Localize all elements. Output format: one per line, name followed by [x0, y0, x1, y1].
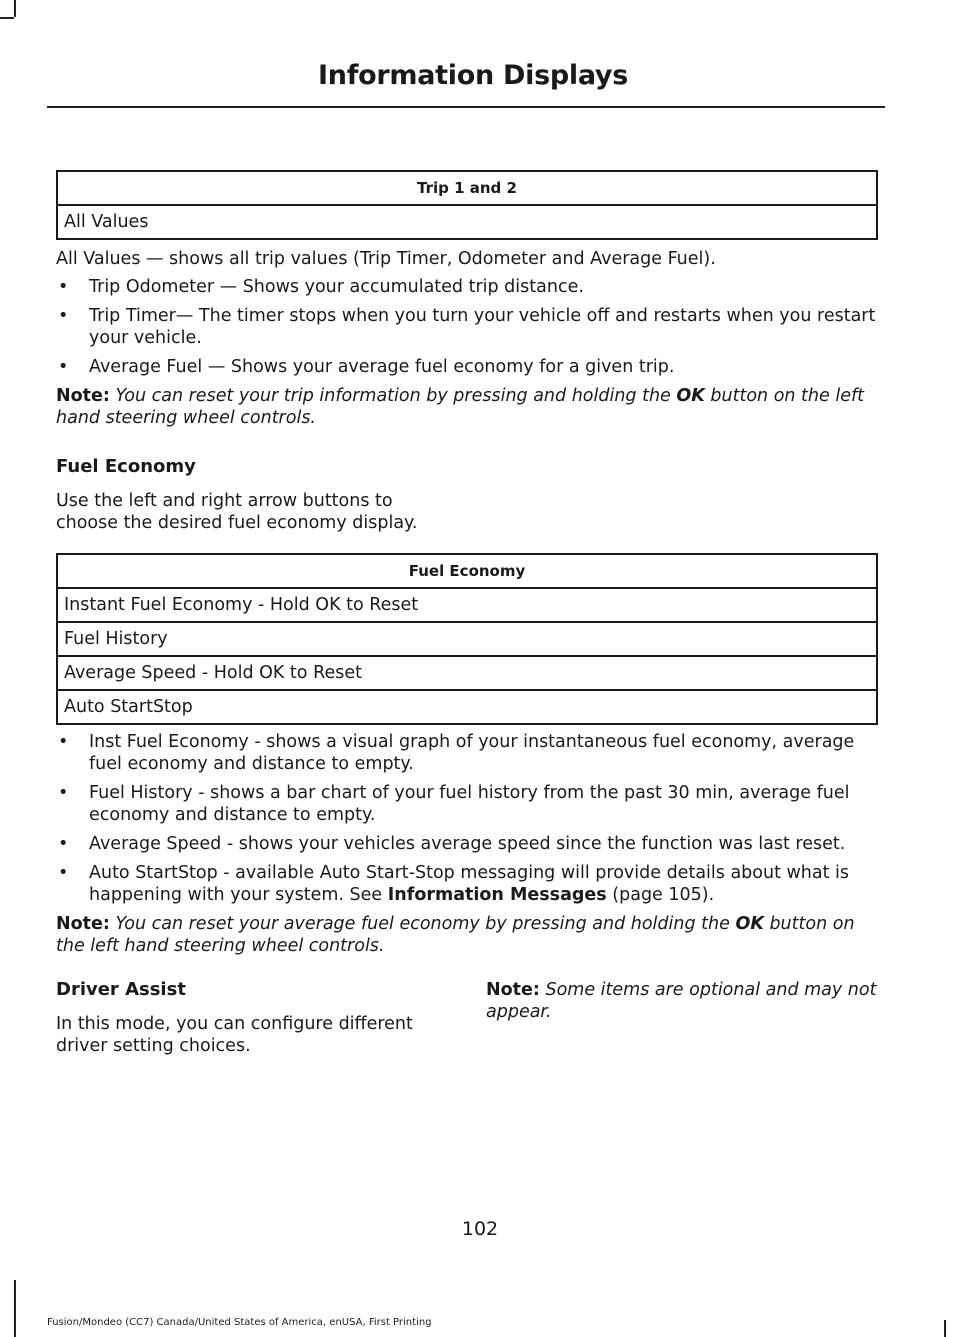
fuel-table-row: Fuel History: [57, 622, 877, 656]
header-rule: [47, 106, 885, 108]
fuel-bullet-list: [56, 731, 879, 906]
ok-button-ref: OK: [676, 386, 705, 406]
trip-table-header: Trip 1 and 2: [57, 171, 877, 205]
fuel-intro: Use the left and right arrow buttons to choose the desired fuel economy display.: [56, 491, 418, 533]
note-fuel-reset: [56, 913, 879, 957]
list-item: • Average Fuel — Shows your average fuel economy for a given trip.: [56, 356, 879, 378]
driver-assist-column: [56, 979, 446, 1057]
note-label: Note:: [56, 386, 110, 406]
footer-text: Fusion/Mondeo (CC7) Canada/United States of America, enUSA, First Printing: [47, 1317, 432, 1328]
note-text: button on the left hand steering wheel controls.: [56, 914, 855, 956]
note-text: button on the left hand steering wheel controls.: [56, 386, 864, 428]
note-label: Note:: [486, 980, 540, 1000]
trip-table-row: All Values: [57, 205, 877, 239]
fuel-table-row: Auto StartStop: [57, 690, 877, 724]
note-optional-items: [486, 979, 878, 1023]
list-item: • Average Speed - shows your vehicles average speed since the function was last reset.: [56, 833, 879, 855]
crop-mark: [0, 17, 14, 19]
list-item: • Fuel History - shows a bar chart of your fuel history from the past 30 min, average fuel economy and distance to empty.: [56, 782, 879, 826]
optional-items-note-column: [486, 979, 878, 1023]
list-item: • Trip Timer— The timer stops when you turn your vehicle off and restarts when you restart your vehicle.: [56, 305, 879, 349]
note-text: Some items are optional and may not appear.: [486, 980, 877, 1022]
list-item: • Inst Fuel Economy - shows a visual graph of your instantaneous fuel economy, average fuel economy and distance to empty.: [56, 731, 879, 775]
page-reference: (page 105).: [612, 885, 715, 905]
crop-mark: [14, 0, 16, 17]
page-title: Information Displays: [318, 60, 628, 91]
fuel-table-row: Instant Fuel Economy - Hold OK to Reset: [57, 588, 877, 622]
note-text: You can reset your average fuel economy by pressing and holding the: [115, 914, 730, 934]
trip-bullet-list: [56, 276, 879, 378]
section-heading-driver-assist: Driver Assist: [56, 979, 186, 1000]
section-heading-fuel-economy: Fuel Economy: [56, 456, 196, 477]
fuel-table-header: Fuel Economy: [57, 554, 877, 588]
fuel-table: [56, 553, 878, 725]
crop-mark: [944, 1320, 946, 1337]
trip-table: [56, 170, 878, 240]
two-column-block: [56, 979, 879, 1057]
note-trip-reset: [56, 385, 879, 429]
list-item: [56, 862, 879, 906]
page-number: 102: [461, 1218, 499, 1240]
ok-button-ref: OK: [735, 914, 764, 934]
bullet-text: Auto StartStop - available Auto Start-Stop messaging will provide details about what is happening with your system. See: [89, 863, 850, 905]
trip-intro: All Values — shows all trip values (Trip Timer, Odometer and Average Fuel).: [56, 249, 716, 269]
information-messages-link[interactable]: Information Messages: [387, 885, 607, 905]
crop-mark: [14, 1280, 16, 1337]
note-text: You can reset your trip information by pressing and holding the: [115, 386, 671, 406]
page-content: [56, 170, 879, 1057]
list-item: • Trip Odometer — Shows your accumulated trip distance.: [56, 276, 879, 298]
note-label: Note:: [56, 914, 110, 934]
fuel-table-row: Average Speed - Hold OK to Reset: [57, 656, 877, 690]
driver-assist-text: In this mode, you can configure different driver setting choices.: [56, 1014, 413, 1056]
